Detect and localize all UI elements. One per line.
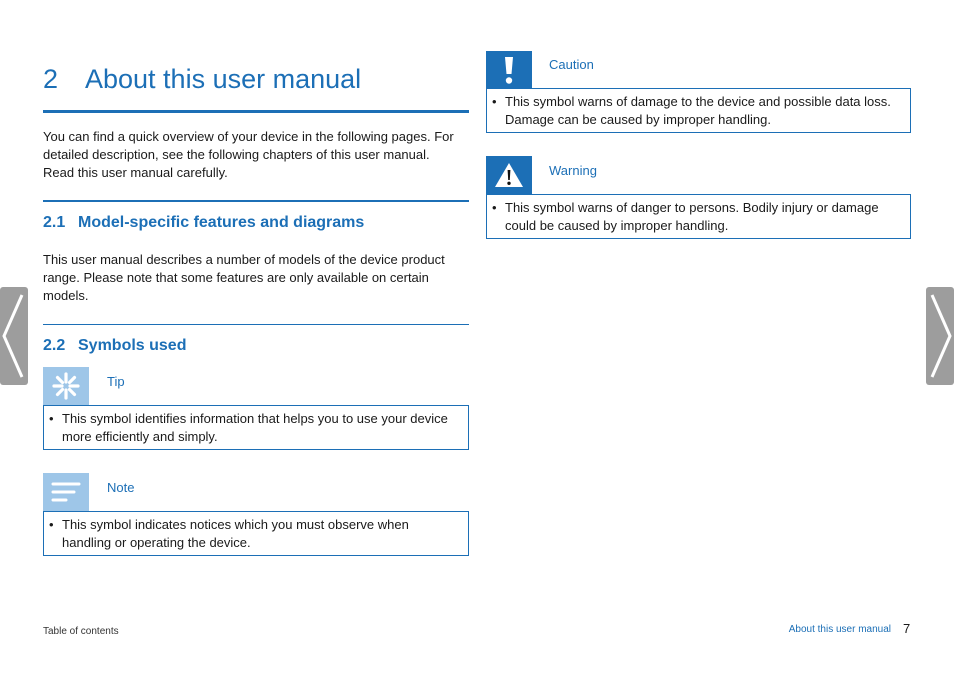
note-box bbox=[43, 511, 469, 556]
section-title-2-2 bbox=[43, 336, 469, 356]
chevron-right-icon bbox=[926, 287, 954, 385]
section-title-2-1 bbox=[43, 213, 469, 233]
footer-section-name: About this user manual bbox=[788, 624, 891, 635]
note-icon bbox=[43, 473, 89, 511]
chapter-number: 2 bbox=[43, 64, 59, 94]
bullet-icon: • bbox=[492, 200, 497, 215]
chapter-rule bbox=[43, 110, 469, 113]
section-2-1-paragraph: This user manual describes a number of models of the device product range. Please note that some features are only available on certain models. bbox=[43, 252, 445, 303]
bullet-icon: • bbox=[49, 517, 54, 532]
tip-box bbox=[43, 405, 469, 450]
tip-label: Tip bbox=[107, 374, 125, 389]
warning-label: Warning bbox=[549, 163, 597, 178]
footer-toc-link[interactable]: Table of contents bbox=[43, 626, 119, 637]
exclamation-icon bbox=[486, 51, 532, 89]
section-title-text: Symbols used bbox=[78, 337, 187, 354]
caution-text: This symbol warns of damage to the device and possible data loss. Damage can be caused by improper handling. bbox=[505, 94, 891, 127]
tip-icon bbox=[43, 367, 89, 405]
warning-text: This symbol warns of danger to persons. Bodily injury or damage could be caused by improper handling. bbox=[505, 200, 879, 233]
page-number: 7 bbox=[903, 621, 911, 636]
bullet-icon: • bbox=[492, 94, 497, 109]
note-text: This symbol indicates notices which you must observe when handling or operating the device. bbox=[62, 517, 409, 550]
chapter-title: About this user manual bbox=[85, 64, 362, 94]
section-number: 2.2 bbox=[43, 337, 66, 354]
tip-text: This symbol identifies information that helps you to use your device more efficiently and simply. bbox=[62, 411, 448, 444]
section-number: 2.1 bbox=[43, 214, 66, 231]
chapter-heading bbox=[43, 62, 469, 96]
previous-page-button[interactable] bbox=[0, 287, 28, 385]
note-label: Note bbox=[107, 480, 135, 495]
section-divider bbox=[43, 324, 469, 325]
next-page-button[interactable] bbox=[926, 287, 954, 385]
section-divider bbox=[43, 200, 469, 202]
warning-box bbox=[486, 194, 911, 239]
warning-triangle-icon bbox=[486, 156, 532, 194]
chevron-left-icon bbox=[0, 287, 28, 385]
caution-box bbox=[486, 88, 911, 133]
section-title-text: Model-specific features and diagrams bbox=[78, 214, 365, 231]
bullet-icon: • bbox=[49, 411, 54, 426]
caution-label: Caution bbox=[549, 57, 594, 72]
intro-paragraph: You can find a quick overview of your device in the following pages. For detailed description, see the following chapters of this user manual. Read this user manual carefully. bbox=[43, 129, 454, 180]
